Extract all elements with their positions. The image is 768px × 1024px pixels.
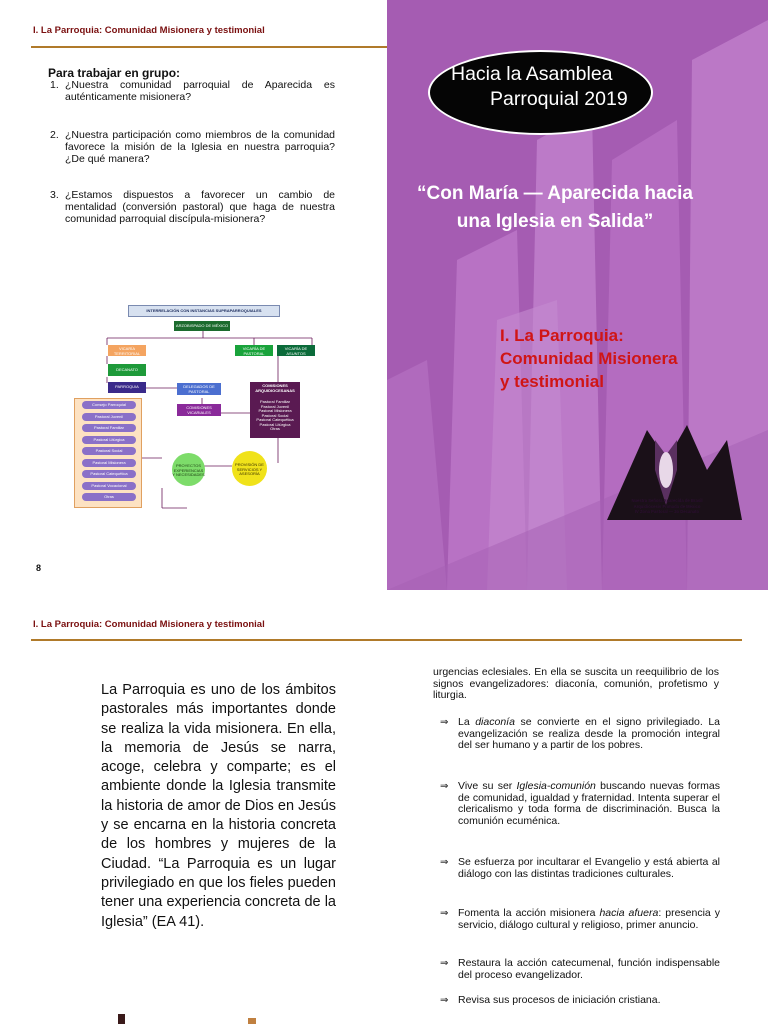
arrow-icon: ⇒ bbox=[440, 995, 449, 1006]
diagram-vicaria-territorial: VICARÍA TERRITORIAL bbox=[113, 346, 141, 356]
red-title-line-3: y testimonial bbox=[500, 372, 604, 391]
arrow-icon: ⇒ bbox=[440, 857, 449, 868]
question-1 bbox=[50, 79, 335, 103]
cover-quote: “Con María — Aparecida hacia una Iglesia en Salida” bbox=[417, 183, 693, 232]
top-page-header: I. La Parroquia: Comunidad Misionera y testimonial bbox=[33, 25, 265, 36]
partial-figure-graphic bbox=[118, 1014, 125, 1024]
diagram-parish-item: Pastoral Social bbox=[82, 447, 136, 455]
diagram-vicaria-asuntos: VICARÍA DE ASUNTOS bbox=[284, 346, 308, 356]
diagram-vicaria-asuntos-box bbox=[277, 345, 315, 356]
diagram-parish-item: Consejo Parroquial bbox=[82, 401, 136, 409]
diagram-comisiones-vicariales-box bbox=[177, 404, 221, 416]
diagram-title: INTERRELACIÓN CON INSTANCIAS SUPRAPARROQUIALES bbox=[146, 308, 262, 313]
bullet-emphasis: hacia afuera bbox=[599, 907, 659, 919]
top-header-rule bbox=[31, 46, 387, 48]
bullet-item bbox=[440, 957, 720, 981]
diagram-parroquia-box bbox=[108, 382, 146, 393]
logo-line-3: IV Zona Pastoral — 2o Decanato bbox=[634, 509, 700, 514]
red-title-line-1: I. La Parroquia: bbox=[500, 326, 624, 345]
diagram-parish-item: Pastoral Vocacional bbox=[82, 482, 136, 490]
bullet-text: Vive su ser bbox=[458, 780, 517, 792]
diagram-parish-item: Pastoral Litúrgica bbox=[82, 436, 136, 444]
cover-red-title bbox=[500, 324, 678, 393]
group-title: Para trabajar en grupo: bbox=[48, 66, 181, 80]
diagram-comisiones-arq-box bbox=[250, 382, 300, 438]
question-number: 1. bbox=[50, 79, 59, 91]
diagram-comisiones-list: Pastoral Familiar Pastoral Juvenil Pastoral Misionera Pastoral Social Pastoral Catequética Pastoral Litúrgica Otras bbox=[256, 399, 294, 431]
diagram-parish-item: Pastoral Juvenil bbox=[82, 413, 136, 421]
diagram-arzobispado: ARZOBISPADO DE MÉXICO bbox=[175, 323, 229, 328]
diagram-comisiones-arq: COMISIONES ARQUIDIOCESANAS bbox=[255, 383, 295, 393]
diagram-decanato: DECANATO bbox=[116, 367, 138, 372]
cover-panel bbox=[387, 0, 768, 590]
bullet-emphasis: Iglesia-comunión bbox=[516, 780, 596, 792]
bullet-text: La bbox=[458, 716, 476, 728]
diagram-parroquia: PARROQUIA bbox=[115, 384, 139, 389]
bullet-item bbox=[440, 856, 720, 880]
bullet-text: Se esfuerza por incultarar el Evangelio y está abierta al diálogo con las distintas tradiciones culturales. bbox=[458, 856, 720, 880]
bullet-text: buscando nuevas formas de comunidad, igualdad y fraternidad. Intenta superar el clericalismo y toda forma de discriminación. Busca la comunión ecuménica. bbox=[458, 780, 720, 828]
diagram-provision-circle bbox=[232, 451, 267, 486]
bullet-text: Restaura la acción catecumenal, función indispensable del proceso evangelizador. bbox=[458, 957, 720, 981]
question-text: ¿Nuestra comunidad parroquial de Aparecida es auténticamente misionera? bbox=[65, 79, 335, 103]
logo-line-2: Arquidiócesis Primada de México bbox=[633, 503, 701, 509]
partial-figure-graphic bbox=[248, 1018, 256, 1024]
question-text: ¿Nuestra participación como miembros de la comunidad favorece la misión de la Iglesia en nuestra parroquia? ¿De qué manera? bbox=[65, 129, 335, 165]
diagram-parish-items bbox=[82, 401, 136, 505]
main-paragraph: La Parroquia es uno de los ámbitos pastorales más importantes donde se realiza la vida misionera. En ella, la memoria de Jesús se narra, acoge, celebra y comparte; es el ambiente donde la Iglesia transmite la historia de amor de Dios en Jesús y se encarna en la historia concreta de los hombres y mujeres de la Ciudad. “La Parroquia es un lugar privilegiado en que los fieles pueden tener una experiencia concreta de la Iglesia” (EA 41). bbox=[101, 682, 336, 930]
diagram-vicaria-pastoral-box bbox=[235, 345, 273, 356]
ellipse-line-2: Parroquial 2019 bbox=[490, 88, 628, 110]
diagram-proyectos: PROYECTOS EXPERIENCIAS Y NECESIDADES bbox=[172, 463, 205, 477]
question-2 bbox=[50, 129, 335, 165]
bottom-page-header: I. La Parroquia: Comunidad Misionera y testimonial bbox=[33, 619, 265, 630]
diagram-decanato-box bbox=[108, 364, 146, 376]
bullet-item bbox=[440, 780, 720, 828]
bottom-header-rule bbox=[31, 639, 742, 641]
logo-line-1: Nuestra Señora Aparecida de Brasil bbox=[631, 498, 703, 503]
diagram-parish-item: Otras bbox=[82, 493, 136, 501]
diagram-delegados: DELEGADOS DE PASTORAL bbox=[183, 384, 215, 394]
ellipse-line-1: Hacia la Asamblea bbox=[451, 63, 613, 85]
bullet-item bbox=[440, 994, 720, 1007]
diagram-vicaria-territorial-box bbox=[108, 345, 146, 356]
bullet-text: : presencia y servicio, diálogo cultural y religioso, primer anuncio. bbox=[458, 907, 721, 931]
arrow-icon: ⇒ bbox=[440, 908, 449, 919]
cover-logo-text bbox=[607, 498, 727, 515]
bullet-emphasis: diaconía bbox=[475, 716, 515, 728]
diagram-parish-item: Pastoral Catequética bbox=[82, 470, 136, 478]
question-3 bbox=[50, 189, 335, 225]
diagram-delegados-box bbox=[177, 383, 221, 395]
bullet-item bbox=[440, 716, 720, 752]
diagram-comisiones-vicariales: COMISIONES VICARIALES bbox=[186, 405, 212, 415]
page-number: 8 bbox=[36, 563, 42, 573]
red-title-line-2: Comunidad Misionera bbox=[500, 349, 678, 368]
arrow-icon: ⇒ bbox=[440, 958, 449, 969]
right-intro: urgencias eclesiales. En ella se suscita un reequilibrio de los signos evangelizadores: diaconía, comunión, profetismo y liturgia. bbox=[433, 666, 719, 702]
arrow-icon: ⇒ bbox=[440, 781, 449, 792]
bullet-text: Revisa sus procesos de iniciación cristiana. bbox=[458, 994, 661, 1006]
diagram-parish-item: Pastoral Misionera bbox=[82, 459, 136, 467]
bullet-item bbox=[440, 907, 721, 931]
interrelation-diagram bbox=[72, 298, 354, 516]
question-number: 2. bbox=[50, 129, 59, 141]
bullet-text: se convierte en el signo privilegiado. La evangelización se realiza desde la promoción integral del ser humano y a partir de los pobres. bbox=[458, 716, 720, 752]
bullet-text: Fomenta la acción misionera bbox=[458, 907, 600, 919]
diagram-title-box bbox=[128, 305, 280, 317]
question-number: 3. bbox=[50, 189, 59, 201]
diagram-arzobispado-box bbox=[174, 321, 230, 331]
diagram-parish-item: Pastoral Familiar bbox=[82, 424, 136, 432]
diagram-provision: PROVISIÓN DE SERVICIOS Y ASESORÍA bbox=[235, 462, 264, 476]
arrow-icon: ⇒ bbox=[440, 717, 449, 728]
diagram-proyectos-circle bbox=[172, 453, 205, 486]
question-text: ¿Estamos dispuestos a favorecer un cambio de mentalidad (conversión pastoral) que haga de nuestra comunidad parroquial discípula-misionera? bbox=[65, 189, 335, 225]
diagram-vicaria-pastoral: VICARÍA DE PASTORAL bbox=[242, 346, 266, 356]
